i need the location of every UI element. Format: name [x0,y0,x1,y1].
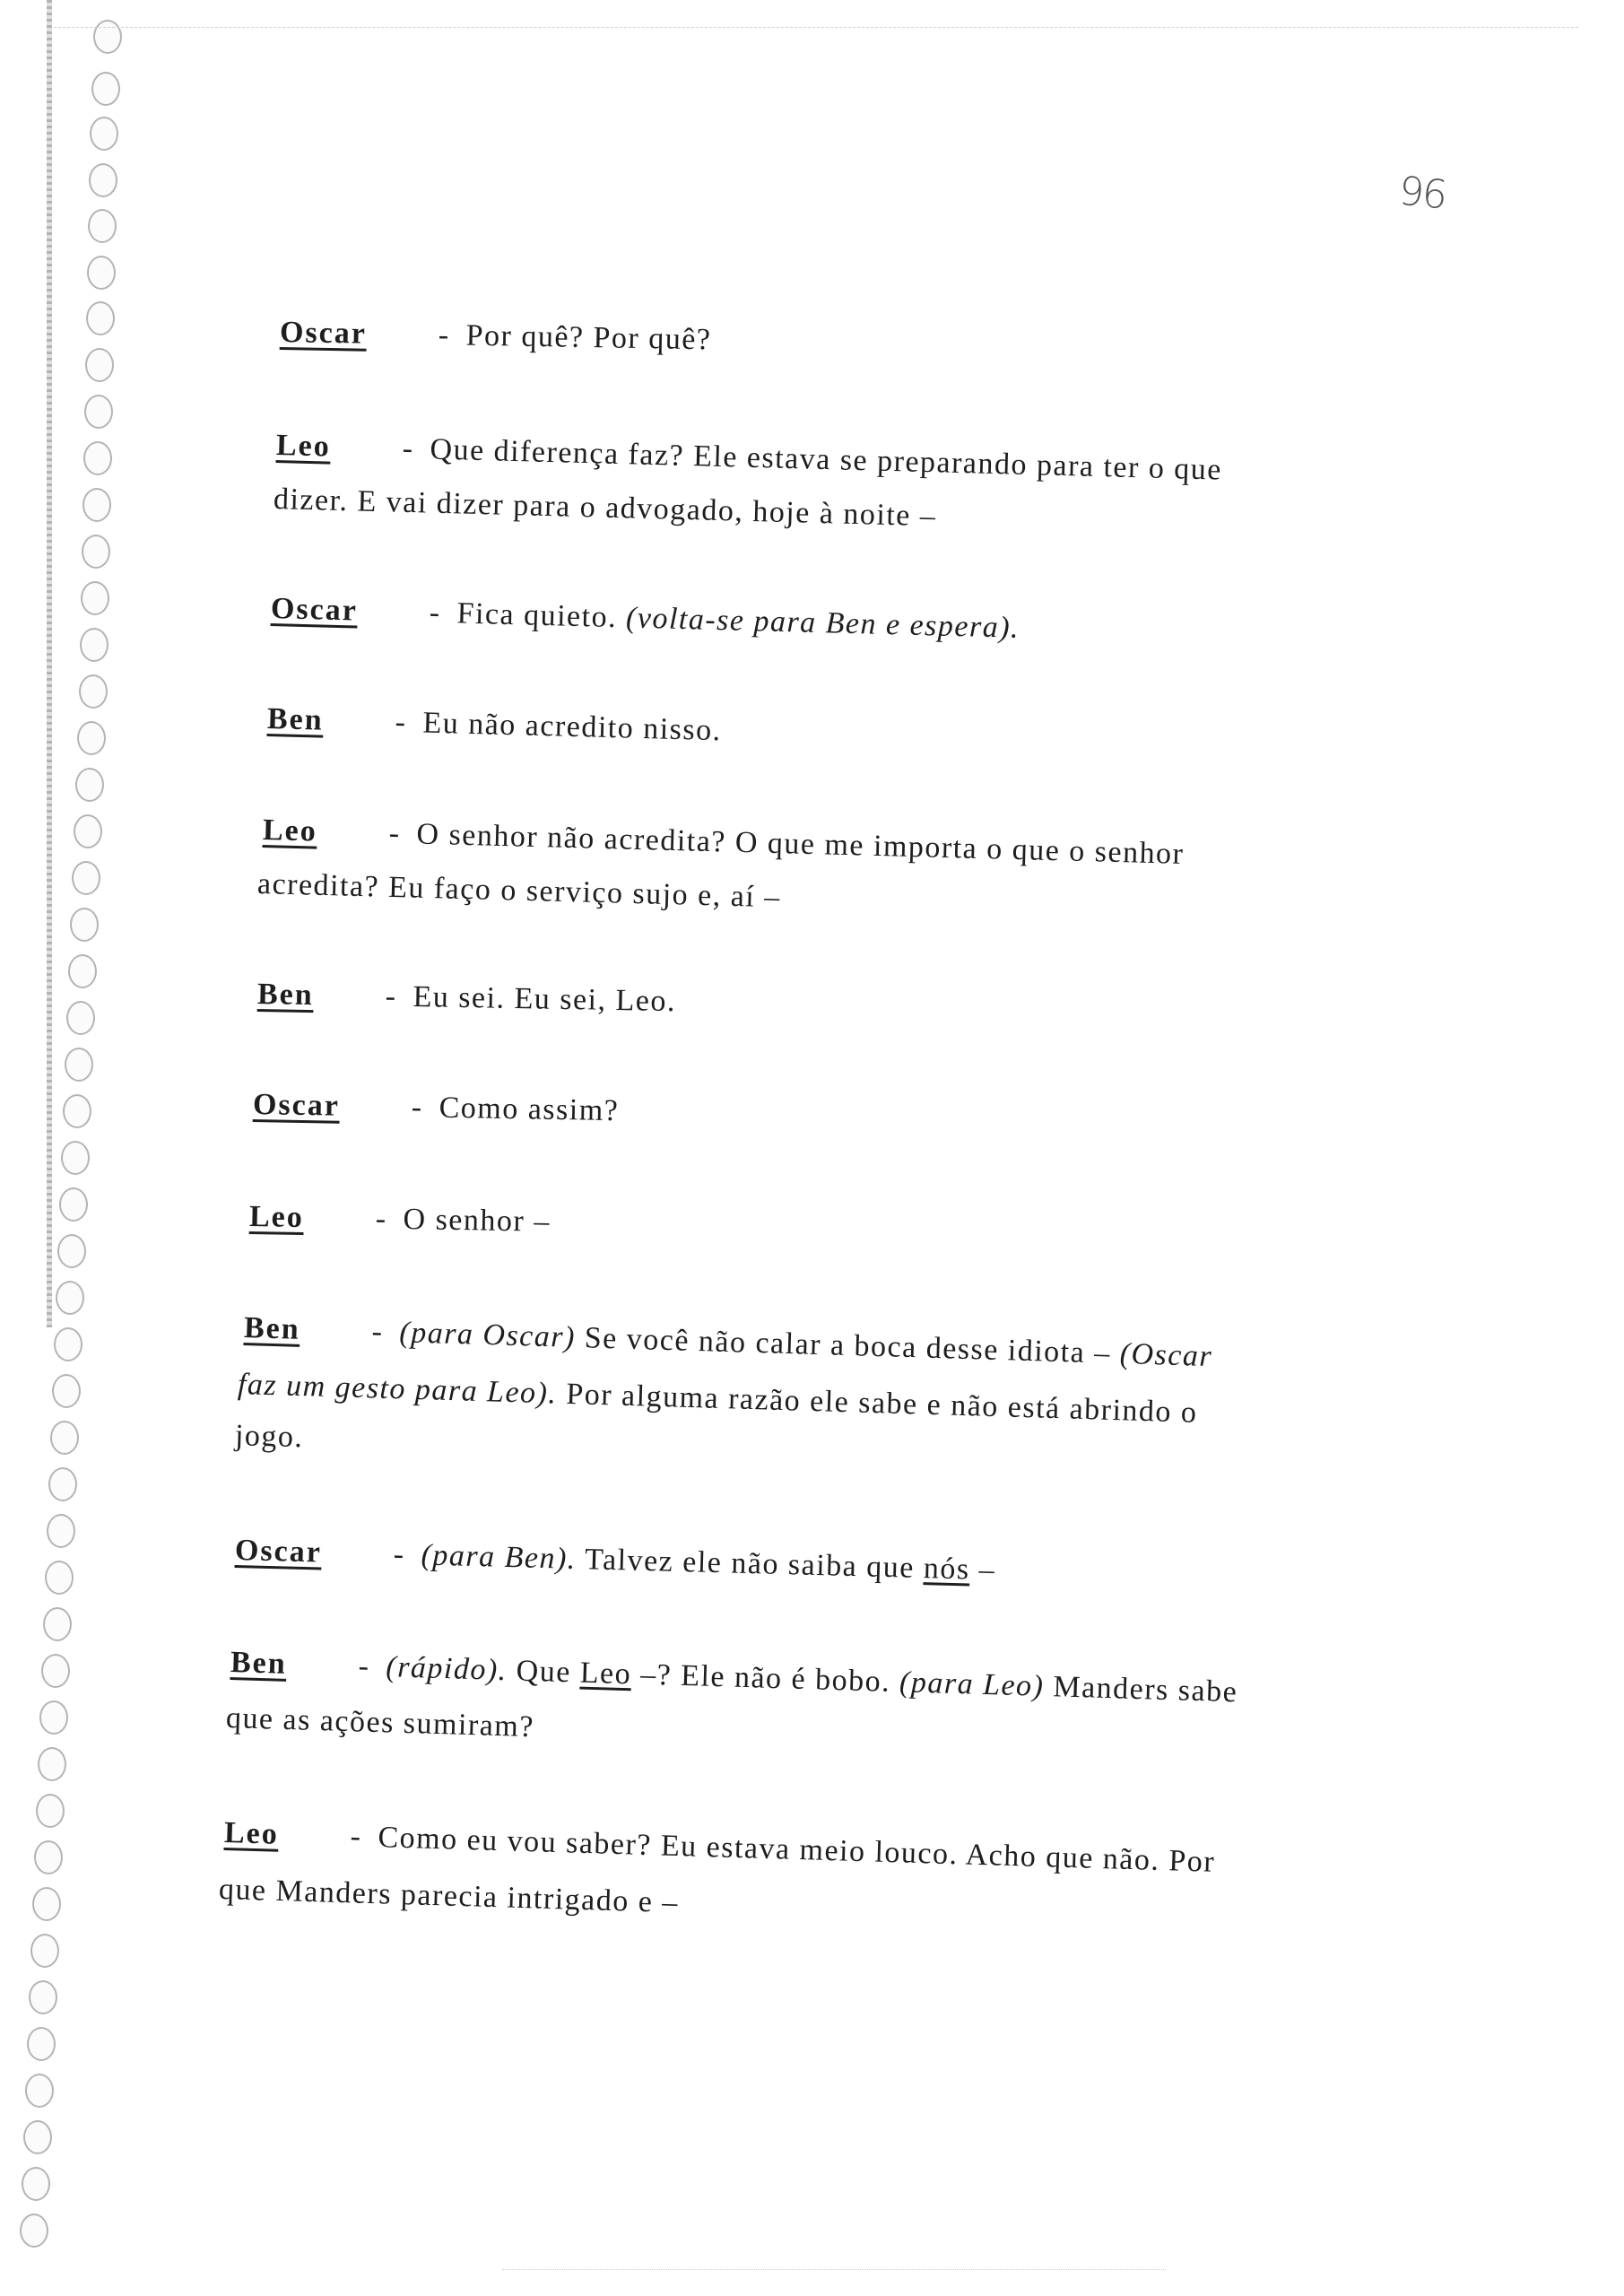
dialogue-continuation [257,867,782,915]
dialogue-line: Leo - O senhor não acredita? O que me importa o que o senhor [262,813,1185,871]
line-text: acredita? Eu faço o serviço sujo e, aí – [256,867,782,915]
binding-strip [47,0,52,1327]
binder-hole [93,20,122,54]
emphasized-word: nós [923,1552,971,1587]
emphasized-word: Leo [579,1656,632,1692]
binder-hole [48,1467,77,1501]
line-text: Por alguma razão ele sabe e não está abrindo o [565,1377,1198,1430]
dialogue-continuation [218,1873,679,1920]
binder-hole [68,954,97,988]
line-text: O senhor não acredita? O que me importa o que o senhor [416,817,1185,871]
dialogue-line: Leo - Como eu vou saber? Eu estava meio louco. Acho que não. Por [223,1816,1216,1879]
speaker-name: Oscar [279,316,368,351]
dialogue-line: Ben - Eu não acredito nisso. [266,702,723,748]
line-text: Manders sabe [1052,1670,1238,1709]
binder-hole [79,674,108,709]
binder-hole [89,163,117,197]
dialogue-continuation [237,1368,1198,1431]
binder-hole [82,535,110,569]
binder-hole [30,1934,59,1968]
binder-hole [90,117,118,151]
line-text: – [978,1552,996,1587]
dialogue-line: Oscar - Fica quieto. (volta-se para Ben e espera). [270,592,1020,645]
binder-hole [57,1234,86,1268]
stage-direction: (volta-se para Ben e espera). [625,601,1020,645]
binder-hole [81,581,109,615]
speaker-name: Leo [248,1200,305,1235]
line-text: Fica quieto. [456,596,618,635]
line-text: que as ações sumiram? [225,1701,535,1744]
dialogue-continuation [225,1701,534,1744]
binder-hole [83,441,112,475]
line-text: Como assim? [439,1091,620,1128]
scan-edge-top [54,27,1578,28]
dialogue-line: Oscar - Por quê? Por quê? [279,316,712,357]
speaker-name: Ben [266,702,325,737]
line-text: jogo. [234,1419,304,1455]
binder-hole [34,1840,63,1874]
speaker-name: Leo [262,813,318,848]
dialogue-line: Ben - (rápido). Que Leo –? Ele não é bobo. (para Leo) Manders sabe [230,1646,1238,1709]
dialogue-line: Ben - (para Oscar) Se você não calar a boca desse idiota – (Oscar [243,1311,1213,1374]
stage-direction: (Oscar [1119,1336,1213,1374]
binder-hole [80,628,109,662]
binder-hole [85,348,114,382]
binder-hole [38,1747,66,1781]
line-text: Eu sei. Eu sei, Leo. [413,980,677,1019]
line-text: –? Ele não é bobo. [639,1657,891,1699]
binder-hole [77,721,106,755]
stage-direction: (rápido). [385,1650,508,1688]
binder-hole [54,1327,83,1361]
binder-hole [61,1141,90,1175]
binder-holes [0,0,117,2296]
binder-hole [25,2074,54,2108]
line-text: Eu não acredito nisso. [421,706,723,748]
binder-hole [72,861,100,895]
binder-hole [75,768,104,802]
binder-hole [84,395,113,429]
scan-edge-bottom [502,2269,1166,2270]
binder-hole [43,1607,72,1641]
line-text: que Manders parecia intrigado e – [218,1873,680,1920]
binder-hole [83,488,111,522]
binder-hole [88,209,117,243]
line-text: dizer. E vai dizer para o advogado, hoje à noite – [273,483,937,534]
stage-direction: faz um gesto para Leo). [237,1368,558,1411]
speaker-name: Oscar [270,592,359,628]
binder-hole [41,1654,70,1688]
binder-hole [45,1561,74,1595]
dialogue-line: Leo - Que diferença faz? Ele estava se preparando para ter o que [275,429,1223,487]
binder-hole [50,1421,79,1455]
dialogue-line: Ben - Eu sei. Eu sei, Leo. [256,978,677,1019]
line-text: Por quê? Por quê? [465,318,712,357]
binder-hole [70,908,99,942]
binder-hole [91,72,120,106]
line-text: Que [516,1654,572,1690]
speaker-name: Oscar [252,1088,341,1123]
speaker-name: Oscar [234,1534,323,1570]
binder-hole [63,1094,91,1128]
binder-hole [22,2167,50,2201]
binder-hole [27,2027,56,2061]
page-number: 96 [1396,168,1448,219]
binder-hole [39,1700,68,1735]
binder-hole [66,1001,95,1035]
line-text: O senhor – [403,1202,551,1239]
dialogue-line: Oscar - Como assim? [252,1088,620,1128]
binder-hole [87,256,116,290]
binder-hole [86,301,115,335]
dialogue-continuation [274,483,937,534]
stage-direction: (para Leo) [899,1665,1045,1703]
binder-hole [74,814,102,848]
speaker-name: Leo [275,429,332,464]
binder-hole [52,1374,81,1408]
dialogue-line: Oscar - (para Ben). Talvez ele não saiba que nós – [234,1534,996,1587]
speaker-name: Ben [243,1311,301,1346]
line-text: Se você não calar a boca desse idiota – [584,1321,1112,1370]
line-text: Que diferença faz? Ele estava se preparando para ter o que [430,432,1223,487]
binder-hole [56,1281,84,1315]
dialogue-continuation [234,1419,304,1455]
speaker-name: Leo [223,1816,280,1851]
stage-direction: (para Oscar) [398,1316,577,1354]
stage-direction: (para Ben). [421,1538,578,1576]
binder-hole [47,1514,75,1548]
binder-hole [36,1794,65,1828]
binder-hole [32,1887,61,1921]
binder-hole [20,2213,48,2248]
line-text: Talvez ele não saiba que [584,1543,916,1585]
dialogue-line: Leo - O senhor – [248,1200,551,1239]
line-text: Como eu vou saber? Eu estava meio louco. Acho que não. Por [377,1821,1216,1879]
binder-hole [59,1187,88,1222]
speaker-name: Ben [230,1646,288,1681]
speaker-name: Ben [256,978,315,1013]
binder-hole [65,1048,93,1082]
binder-hole [23,2120,52,2154]
binder-hole [29,1980,57,2014]
